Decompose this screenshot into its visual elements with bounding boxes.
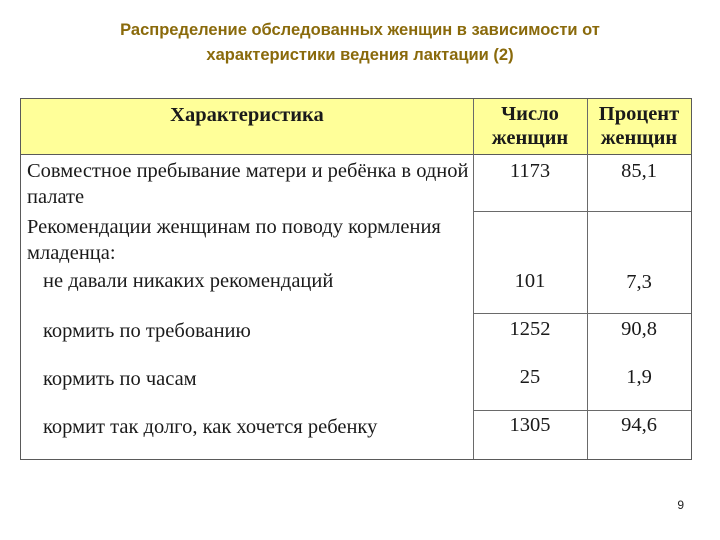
row-cohabitation-label-line2: палате — [27, 186, 85, 208]
row-no-recommendations-percent: 7,3 — [626, 271, 652, 293]
row-as-long-as-wants-percent: 94,6 — [621, 414, 657, 436]
row-recommendations-label-line1: Рекомендации женщинам по поводу кормления — [27, 216, 441, 238]
row-cohabitation-label-line1: Совместное пребывание матери и ребёнка в одной — [27, 160, 469, 182]
header-percent-line1: Процент — [598, 103, 680, 125]
row-no-recommendations-count: 101 — [514, 270, 546, 292]
row-on-demand-label: кормить по требованию — [43, 320, 251, 342]
page-number: 9 — [677, 498, 684, 512]
row-recommendations-label-line2: младенца: — [27, 242, 116, 264]
header-percent-line2: женщин — [600, 127, 678, 149]
row-as-long-as-wants-label: кормит так долго, как хочется ребенку — [43, 416, 378, 438]
row-cohabitation-count: 1173 — [509, 160, 551, 182]
header-count-line1: Число — [501, 103, 559, 125]
header-characteristic: Характеристика — [170, 104, 324, 126]
row-on-demand-count: 1252 — [509, 318, 551, 340]
row-by-schedule-label: кормить по часам — [43, 368, 197, 390]
header-count-line2: женщин — [491, 127, 569, 149]
lactation-table — [20, 98, 692, 460]
row-on-demand-percent: 90,8 — [621, 318, 657, 340]
row-divider — [473, 313, 691, 314]
row-as-long-as-wants-count: 1305 — [509, 414, 551, 436]
slide-title — [40, 18, 680, 68]
row-by-schedule-percent: 1,9 — [626, 366, 652, 388]
slide-title-line2: характеристики ведения лактации (2) — [206, 46, 514, 64]
row-divider — [473, 211, 691, 212]
slide-title-line1: Распределение обследованных женщин в зависимости от — [120, 21, 600, 39]
row-no-recommendations-label: не давали никаких рекомендаций — [43, 270, 334, 292]
row-divider — [473, 410, 691, 411]
row-by-schedule-count: 25 — [519, 366, 541, 388]
row-cohabitation-percent: 85,1 — [621, 160, 657, 182]
